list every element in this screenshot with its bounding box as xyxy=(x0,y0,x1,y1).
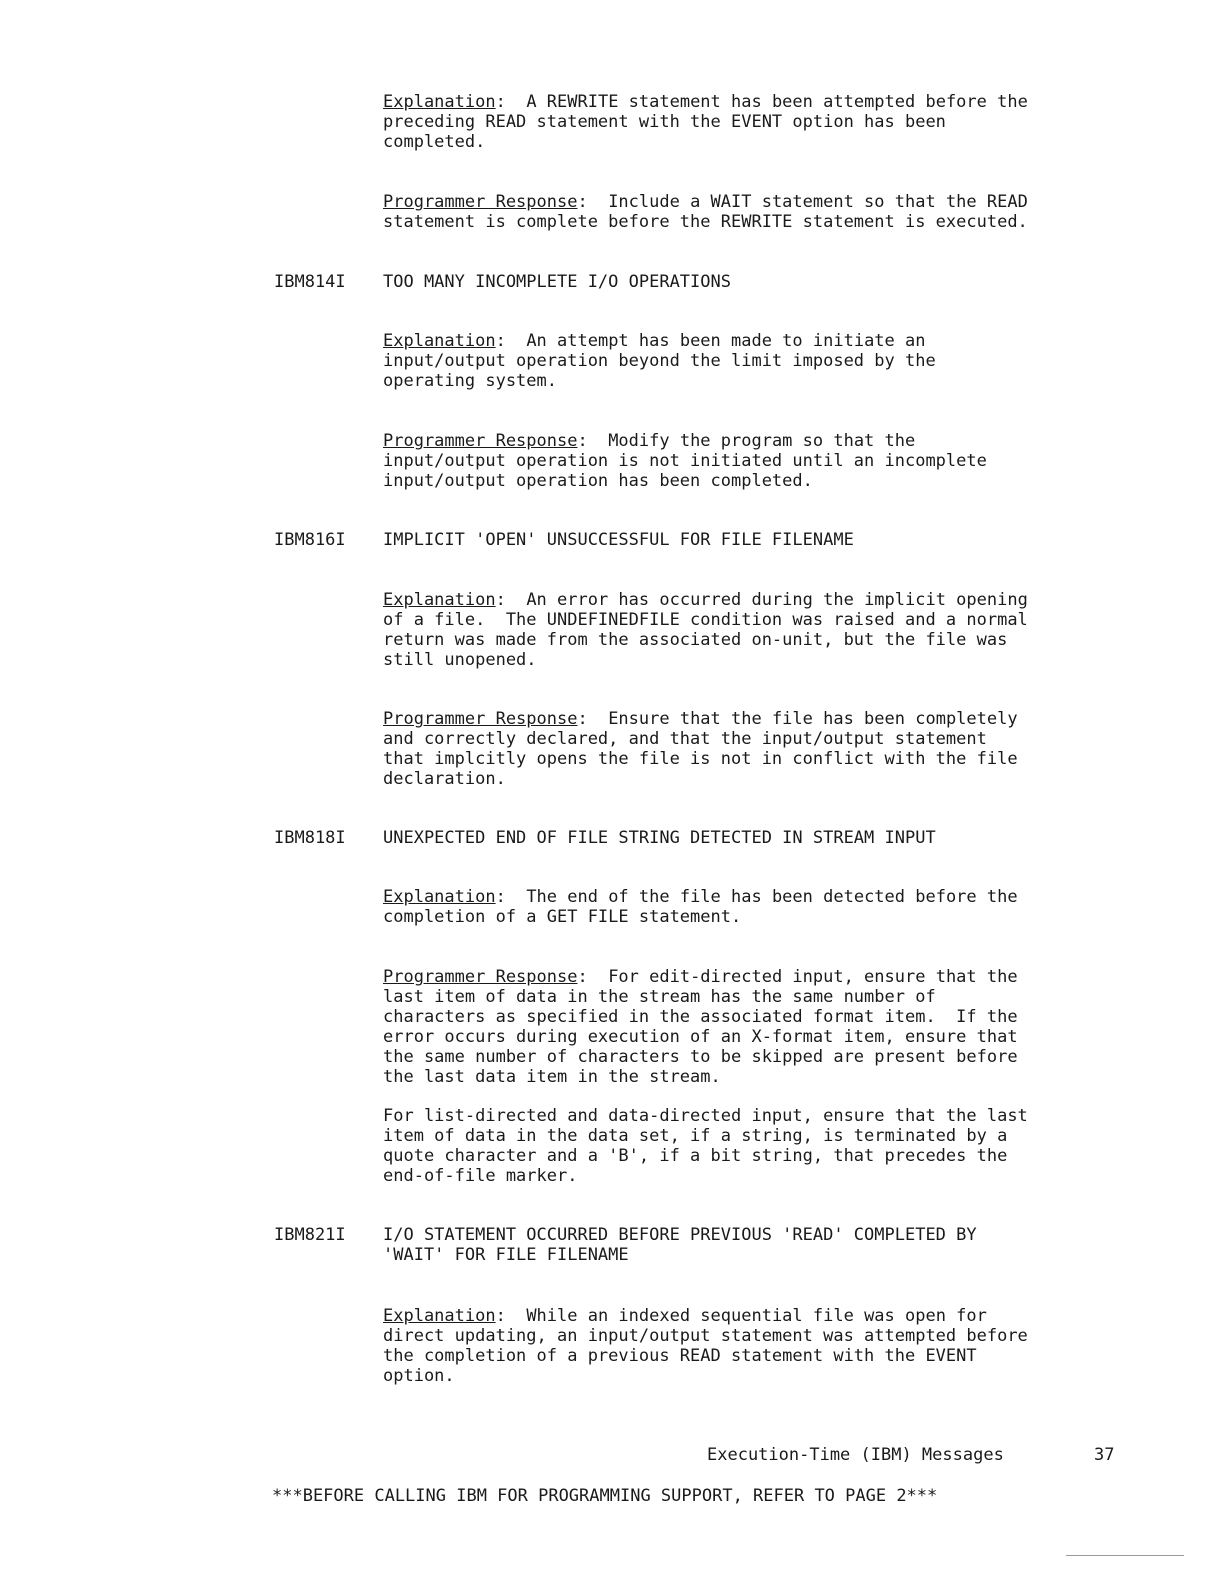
explanation-paragraph: Explanation: A REWRITE statement has been attempted before the preceding READ statement with the EVENT option has been completed. xyxy=(383,92,1028,152)
programmer-response-label: Programmer Response xyxy=(383,967,578,987)
explanation-label: Explanation xyxy=(383,92,496,112)
programmer-response-label: Programmer Response xyxy=(383,192,578,212)
paragraph-line: A REWRITE statement has been attempted before the xyxy=(526,92,1028,112)
paragraph-line: and correctly declared, and that the input/output statement xyxy=(383,729,987,749)
footer-rule xyxy=(1066,1555,1184,1556)
paragraph-line: the last data item in the stream. xyxy=(383,1067,721,1087)
message-title-line: I/O STATEMENT OCCURRED BEFORE PREVIOUS 'READ' COMPLETED BY xyxy=(383,1225,977,1245)
paragraph-line: Include a WAIT statement so that the READ xyxy=(608,192,1028,212)
explanation-label: Explanation xyxy=(383,887,496,907)
message-title-line: UNEXPECTED END OF FILE STRING DETECTED IN STREAM INPUT xyxy=(383,828,936,848)
explanation-paragraph: Explanation: While an indexed sequential file was open for direct updating, an input/output statement was attempted before the completion of a previous READ statement with the EVENT option. xyxy=(383,1306,1028,1386)
explanation-label: Explanation xyxy=(383,331,496,351)
paragraph-line: An error has occurred during the implicit opening xyxy=(526,590,1028,610)
programmer-response-paragraph: Programmer Response: Include a WAIT statement so that the READ statement is complete before the REWRITE statement is executed. xyxy=(383,192,1028,232)
message-id: IBM814I xyxy=(274,272,346,292)
paragraph-line: end-of-file marker. xyxy=(383,1166,578,1186)
programmer-response-paragraph: Programmer Response: Modify the program so that the input/output operation is not initiated until an incomplete input/output operation has been completed. xyxy=(383,431,987,491)
paragraph-line: The end of the file has been detected before the xyxy=(526,887,1018,907)
paragraph-line: the completion of a previous READ statement with the EVENT xyxy=(383,1346,977,1366)
paragraph-line: still unopened. xyxy=(383,650,537,670)
paragraph-line: last item of data in the stream has the same number of xyxy=(383,987,936,1007)
paragraph-line: input/output operation is not initiated until an incomplete xyxy=(383,451,987,471)
programmer-response-label: Programmer Response xyxy=(383,709,578,729)
message-id: IBM816I xyxy=(274,530,346,550)
paragraph-line: declaration. xyxy=(383,769,506,789)
page-number: 37 xyxy=(1094,1445,1115,1465)
explanation-label: Explanation xyxy=(383,590,496,610)
paragraph-line: completion of a GET FILE statement. xyxy=(383,907,742,927)
message-id: IBM818I xyxy=(274,828,346,848)
body-paragraph xyxy=(383,1106,1163,1186)
message-id: IBM821I xyxy=(274,1225,346,1245)
paragraph-line: input/output operation has been completed. xyxy=(383,471,813,491)
message-title-line: 'WAIT' FOR FILE FILENAME xyxy=(383,1245,629,1265)
message-title xyxy=(383,530,1163,550)
paragraph-line: error occurs during execution of an X-format item, ensure that xyxy=(383,1027,1018,1047)
paragraph-line: preceding READ statement with the EVENT option has been xyxy=(383,112,946,132)
paragraph-line: operating system. xyxy=(383,371,557,391)
paragraph-line: completed. xyxy=(383,132,486,152)
paragraph-line: quote character and a 'B', if a bit string, that precedes the xyxy=(383,1146,1008,1166)
paragraph-line: return was made from the associated on-unit, but the file was xyxy=(383,630,1008,650)
paragraph-line: An attempt has been made to initiate an xyxy=(526,331,926,351)
paragraph-line: that implcitly opens the file is not in conflict with the file xyxy=(383,749,1018,769)
paragraph-line: the same number of characters to be skipped are present before xyxy=(383,1047,1018,1067)
paragraph-line: For list-directed and data-directed input, ensure that the last xyxy=(383,1106,1028,1126)
paragraph-line: direct updating, an input/output statement was attempted before xyxy=(383,1326,1028,1346)
paragraph-line: item of data in the data set, if a string, is terminated by a xyxy=(383,1126,1008,1146)
programmer-response-label: Programmer Response xyxy=(383,431,578,451)
explanation-paragraph: Explanation: An attempt has been made to initiate an input/output operation beyond the limit imposed by the operating system. xyxy=(383,331,936,391)
message-title xyxy=(383,272,1163,292)
paragraph-line: characters as specified in the associated format item. If the xyxy=(383,1007,1018,1027)
paragraph-line: While an indexed sequential file was open for xyxy=(526,1306,987,1326)
programmer-response-paragraph: Programmer Response: Ensure that the file has been completely and correctly declared, and that the input/output statement that implcitly opens the file is not in conflict with the file declaration. xyxy=(383,709,1018,789)
paragraph-line: input/output operation beyond the limit imposed by the xyxy=(383,351,936,371)
paragraph-line: statement is complete before the REWRITE statement is executed. xyxy=(383,212,1028,232)
paragraph-line: Modify the program so that the xyxy=(608,431,916,451)
footer-section-title: Execution-Time (IBM) Messages xyxy=(707,1445,1004,1465)
programmer-response-paragraph: Programmer Response: For edit-directed input, ensure that the last item of data in the stream has the same number of characters as specified in the associated format item. If the error occurs during execution of an X-format item, ensure that the same number of characters to be skipped are present before the last data item in the stream. xyxy=(383,967,1018,1087)
explanation-label: Explanation xyxy=(383,1306,496,1326)
support-notice: ***BEFORE CALLING IBM FOR PROGRAMMING SUPPORT, REFER TO PAGE 2*** xyxy=(272,1486,938,1506)
paragraph-line: of a file. The UNDEFINEDFILE condition was raised and a normal xyxy=(383,610,1028,630)
paragraph-line: Ensure that the file has been completely xyxy=(608,709,1018,729)
message-title-line: IMPLICIT 'OPEN' UNSUCCESSFUL FOR FILE FILENAME xyxy=(383,530,854,550)
paragraph-line: For edit-directed input, ensure that the xyxy=(608,967,1018,987)
message-title xyxy=(383,1225,1163,1265)
message-title xyxy=(383,828,1163,848)
explanation-paragraph: Explanation: An error has occurred during the implicit opening of a file. The UNDEFINEDFILE condition was raised and a normal return was made from the associated on-unit, but the file was still unopened. xyxy=(383,590,1028,670)
explanation-paragraph: Explanation: The end of the file has been detected before the completion of a GET FILE statement. xyxy=(383,887,1018,927)
message-title-line: TOO MANY INCOMPLETE I/O OPERATIONS xyxy=(383,272,731,292)
paragraph-line: option. xyxy=(383,1366,455,1386)
